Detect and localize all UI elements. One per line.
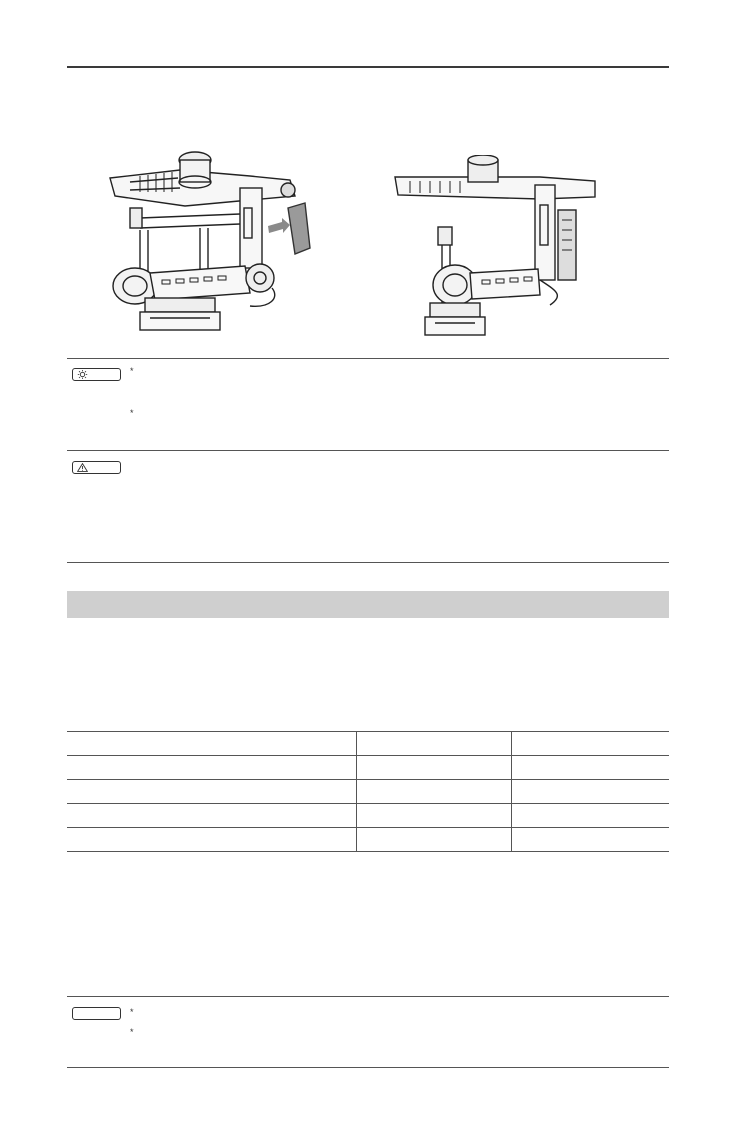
gimbal-with-battery-grip-icon	[100, 148, 325, 343]
table-cell	[357, 732, 512, 756]
note-bullet-2: *	[130, 1027, 134, 1037]
table-row	[67, 804, 669, 828]
header-rule	[67, 66, 669, 68]
section-header-bar	[67, 591, 669, 618]
table-row	[67, 756, 669, 780]
gimbal-battery-figure	[100, 148, 325, 343]
tip-badge	[72, 368, 121, 381]
table-row	[67, 732, 669, 756]
table-cell	[67, 828, 357, 852]
note-top-rule	[67, 996, 669, 997]
gimbal-assembled-icon	[390, 155, 615, 345]
table-cell	[357, 804, 512, 828]
table-cell	[67, 804, 357, 828]
tip-bullet-2: *	[130, 408, 134, 418]
warning-icon	[77, 463, 88, 472]
note-bottom-rule	[67, 1067, 669, 1068]
warning-bottom-rule	[67, 562, 669, 563]
tip-top-rule	[67, 358, 669, 359]
table-row	[67, 780, 669, 804]
spec-table	[67, 731, 669, 852]
table-row	[67, 828, 669, 852]
table-cell	[67, 732, 357, 756]
gimbal-assembled-figure	[390, 155, 615, 345]
table-cell	[512, 756, 670, 780]
table-cell	[67, 756, 357, 780]
table-cell	[512, 732, 670, 756]
warning-top-rule	[67, 450, 669, 451]
table-cell	[67, 780, 357, 804]
table-cell	[357, 756, 512, 780]
tip-bullet-1: *	[130, 366, 134, 376]
warning-badge	[72, 461, 121, 474]
table-cell	[512, 828, 670, 852]
table-cell	[357, 780, 512, 804]
table-cell	[512, 780, 670, 804]
note-badge	[72, 1007, 121, 1020]
table-cell	[357, 828, 512, 852]
note-bullet-1: *	[130, 1007, 134, 1017]
tip-icon	[77, 370, 88, 379]
table-cell	[512, 804, 670, 828]
